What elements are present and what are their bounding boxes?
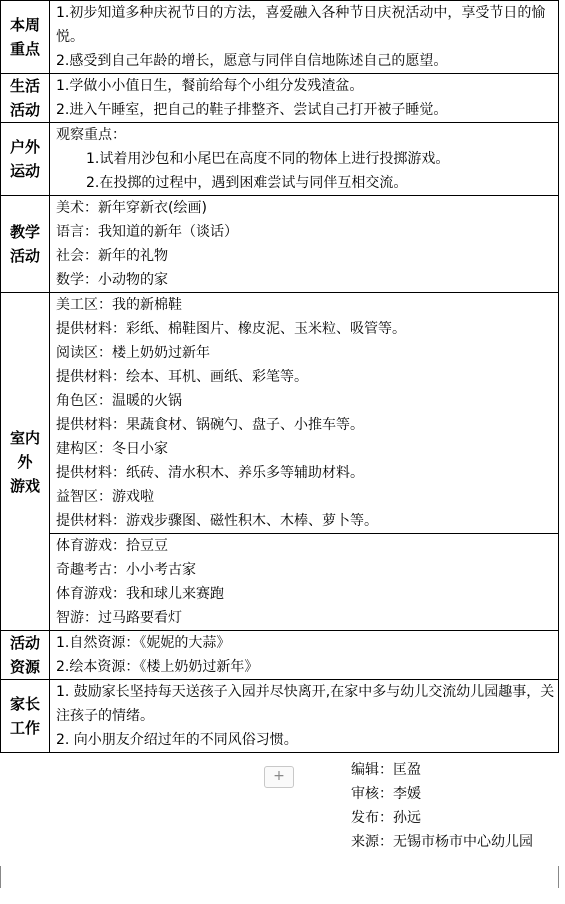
add-row-button[interactable]: + <box>264 766 294 788</box>
row-games-line: 奇趣考古：小小考古家 <box>56 562 196 578</box>
row-content <box>50 631 559 680</box>
row-label <box>1 123 50 196</box>
row-resources-line: 2.绘本资源：《楼上奶奶过新年》 <box>56 659 259 675</box>
row-games-line: 体育游戏：拾豆豆 <box>56 538 168 554</box>
row-content <box>50 680 559 753</box>
row-label <box>1 631 50 680</box>
row-label-line: 资源 <box>9 658 40 676</box>
row-games-line: 提供材料：游戏步骤图、磁性积木、木棒、萝卜等。 <box>56 513 378 529</box>
row-games-line: 阅读区：楼上奶奶过新年 <box>56 345 210 361</box>
row-teaching-line: 美术：新年穿新衣(绘画) <box>56 200 207 216</box>
row-content <box>50 1 559 74</box>
row-life <box>1 74 559 123</box>
page-corner-mark <box>558 866 559 888</box>
row-games-line: 建构区：冬日小家 <box>56 441 168 457</box>
row-games-line: 智游：过马路要看灯 <box>56 610 182 626</box>
row-label-line: 游戏 <box>9 476 40 495</box>
row-teaching-line: 社会：新年的礼物 <box>56 248 168 264</box>
row-label <box>1 1 50 74</box>
row-outdoor <box>1 123 559 196</box>
row-life-line: 2.进入午睡室，把自己的鞋子排整齐、尝试自己打开被子睡觉。 <box>56 102 448 118</box>
row-content <box>50 74 559 123</box>
row-resources-line: 1.自然资源：《妮妮的大蒜》 <box>56 635 231 651</box>
row-teaching-line: 数学：小动物的家 <box>56 272 168 288</box>
row-label <box>1 74 50 123</box>
row-games-sub <box>1 534 559 631</box>
row-games-line: 提供材料：彩纸、棉鞋图片、橡皮泥、玉米粒、吸管等。 <box>56 321 406 337</box>
row-focus <box>1 1 559 74</box>
footer-reviewer: 审核：李媛 <box>351 786 421 802</box>
row-outdoor-line: 1.试着用沙包和小尾巴在高度不同的物体上进行投掷游戏。 <box>86 151 450 167</box>
row-games-line: 提供材料：纸砖、清水积木、养乐多等辅助材料。 <box>56 465 364 481</box>
row-label-line: 生活 <box>9 77 40 95</box>
row-outdoor-line: 观察重点： <box>56 127 126 143</box>
row-content <box>50 123 559 196</box>
row-parents-line: 1. 鼓励家长坚持每天送孩子入园并尽快离开,在家中多与幼儿交流幼儿园趣事，关注孩子的情绪。 <box>56 684 555 724</box>
row-parents-line: 2. 向小朋友介绍过年的不同风俗习惯。 <box>56 732 298 748</box>
row-parents <box>1 680 559 753</box>
row-label-line: 户外 <box>9 138 40 156</box>
row-focus-line: 1.初步知道多种庆祝节日的方法，喜爱融入各种节日庆祝活动中，享受节日的愉悦。 <box>56 5 546 45</box>
row-outdoor-line: 2.在投掷的过程中，遇到困难尝试与同伴互相交流。 <box>86 175 408 191</box>
row-content <box>50 196 559 293</box>
row-focus-line: 2.感受到自己年龄的增长，愿意与同伴自信地陈述自己的愿望。 <box>56 53 448 69</box>
row-teaching-line: 语言：我知道的新年（谈话） <box>56 224 238 240</box>
row-label-line: 工作 <box>9 719 40 737</box>
row-label-line: 本周 <box>9 16 40 34</box>
footer-credits <box>351 758 533 854</box>
row-games-line: 提供材料：果蔬食材、锅碗勺、盘子、小推车等。 <box>56 417 364 433</box>
row-label-line: 活动 <box>9 101 40 119</box>
row-label-line: 重点 <box>9 40 40 58</box>
footer-editor: 编辑：匡盈 <box>351 762 421 778</box>
row-games-line: 美工区：我的新棉鞋 <box>56 297 182 313</box>
row-games-line: 益智区：游戏啦 <box>56 489 154 505</box>
row-games-line: 提供材料：绘本、耳机、画纸、彩笔等。 <box>56 369 308 385</box>
footer-source: 来源：无锡市杨市中心幼儿园 <box>351 834 533 850</box>
row-content <box>50 534 559 631</box>
row-label <box>1 680 50 753</box>
row-resources <box>1 631 559 680</box>
footer-publisher: 发布：孙远 <box>351 810 421 826</box>
row-label-line: 教学 <box>9 223 40 241</box>
row-label-line: 外 <box>17 452 33 471</box>
row-label-line: 室内 <box>9 428 40 447</box>
row-games <box>1 293 559 534</box>
row-games-line: 体育游戏：我和球儿来赛跑 <box>56 586 224 602</box>
row-label <box>1 293 50 631</box>
row-label <box>1 196 50 293</box>
row-label-line: 家长 <box>9 695 40 713</box>
page-corner-mark <box>0 866 1 888</box>
row-teaching <box>1 196 559 293</box>
row-games-line: 角色区：温暖的火锅 <box>56 393 182 409</box>
row-life-line: 1.学做小小值日生，餐前给每个小组分发残渣盆。 <box>56 78 364 94</box>
row-label-line: 运动 <box>9 162 40 180</box>
row-label-line: 活动 <box>9 247 40 265</box>
row-content <box>50 293 559 534</box>
row-label-line: 活动 <box>9 634 40 652</box>
